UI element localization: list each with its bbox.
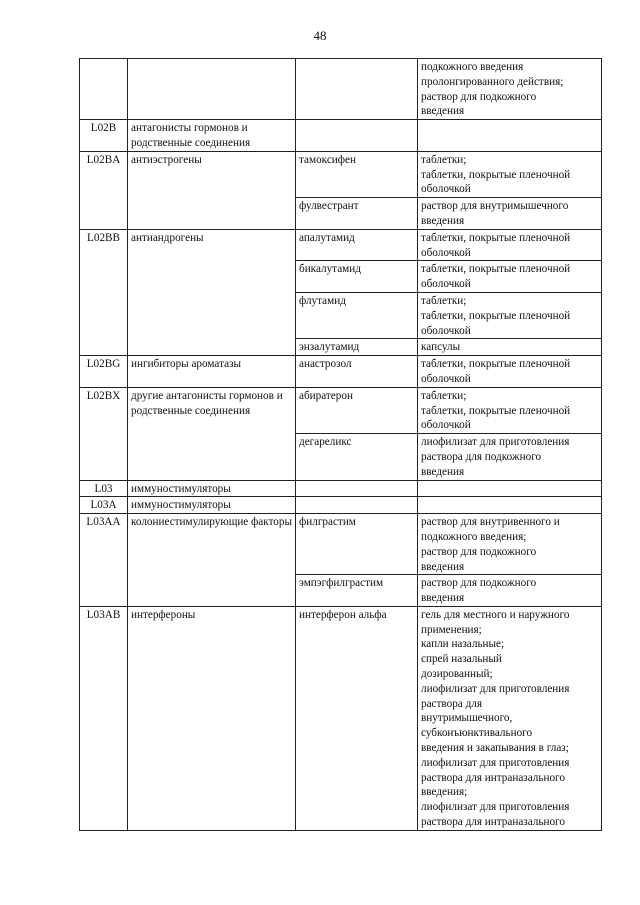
group-name-cell bbox=[128, 339, 296, 356]
dosage-forms-cell bbox=[418, 387, 602, 433]
atc-code-cell: L02BB bbox=[80, 229, 128, 261]
dosage-form-line: оболочкой bbox=[421, 372, 471, 385]
table-row bbox=[80, 575, 602, 607]
drug-name-cell: филграстим bbox=[296, 514, 418, 575]
dosage-form-line: введения; bbox=[421, 786, 468, 799]
dosage-forms-cell bbox=[418, 151, 602, 197]
dosage-forms-cell bbox=[418, 606, 602, 830]
group-name-cell bbox=[128, 292, 296, 338]
drug-table bbox=[79, 58, 602, 831]
table-row bbox=[80, 120, 602, 152]
dosage-forms-cell bbox=[418, 575, 602, 607]
atc-code-cell: L03AB bbox=[80, 606, 128, 830]
group-name-cell: иммуностимуляторы bbox=[128, 497, 296, 514]
dosage-form-line: раствор для внутримышечного bbox=[421, 200, 569, 213]
dosage-form-line: дозированный; bbox=[421, 668, 493, 681]
dosage-forms-cell bbox=[418, 497, 602, 514]
page-number: 48 bbox=[313, 28, 327, 43]
dosage-form-line: субконъюнктивального bbox=[421, 727, 533, 740]
dosage-form-line: оболочкой bbox=[421, 183, 471, 196]
dosage-form-line: таблетки, покрытые пленочной bbox=[421, 231, 571, 244]
dosage-form-line: гель для местного и наружного bbox=[421, 608, 570, 621]
drug-name-cell bbox=[296, 59, 418, 120]
dosage-form-line: введения и закапывания в глаз; bbox=[421, 742, 569, 755]
dosage-form-line: раствора для bbox=[421, 697, 482, 710]
drug-name-cell bbox=[296, 120, 418, 152]
dosage-form-line: введения bbox=[421, 214, 465, 227]
dosage-forms-cell bbox=[418, 434, 602, 480]
drug-name-cell: тамоксифен bbox=[296, 151, 418, 197]
group-name-cell: колониестимулирующие факторы bbox=[128, 514, 296, 575]
table-row bbox=[80, 356, 602, 388]
drug-name-cell bbox=[296, 480, 418, 497]
atc-code-cell: L02BA bbox=[80, 151, 128, 197]
dosage-forms-cell bbox=[418, 198, 602, 230]
dosage-form-line: оболочкой bbox=[421, 278, 471, 291]
atc-code-cell: L02B bbox=[80, 120, 128, 152]
dosage-form-line: введения bbox=[421, 592, 465, 605]
dosage-form-line: лиофилизат для приготовления bbox=[421, 436, 570, 449]
group-name-cell bbox=[128, 198, 296, 230]
drug-name-cell: флутамид bbox=[296, 292, 418, 338]
group-name-cell bbox=[128, 261, 296, 293]
dosage-form-line: таблетки; bbox=[421, 389, 467, 402]
dosage-form-line: оболочкой bbox=[421, 324, 471, 337]
atc-code-cell bbox=[80, 575, 128, 607]
atc-code-cell: L03A bbox=[80, 497, 128, 514]
atc-code-cell bbox=[80, 198, 128, 230]
group-name-cell: иммуностимуляторы bbox=[128, 480, 296, 497]
atc-code-cell: L02BG bbox=[80, 356, 128, 388]
dosage-form-line: раствор для подкожного bbox=[421, 545, 537, 558]
atc-code-cell: L03 bbox=[80, 480, 128, 497]
atc-code-cell: L02BX bbox=[80, 387, 128, 433]
group-name-cell: интерфероны bbox=[128, 606, 296, 830]
dosage-form-line: внутримышечного, bbox=[421, 712, 513, 725]
dosage-form-line: раствор для внутривенного и bbox=[421, 516, 560, 529]
drug-name-cell: абиратерон bbox=[296, 387, 418, 433]
table-row bbox=[80, 387, 602, 433]
dosage-form-line: применения; bbox=[421, 623, 482, 636]
dosage-form-line: оболочкой bbox=[421, 246, 471, 259]
group-name-cell: антиэстрогены bbox=[128, 151, 296, 197]
dosage-form-line: таблетки, покрытые пленочной bbox=[421, 309, 571, 322]
dosage-forms-cell bbox=[418, 480, 602, 497]
group-name-cell bbox=[128, 59, 296, 120]
dosage-forms-cell bbox=[418, 261, 602, 293]
dosage-form-line: введения bbox=[421, 560, 465, 573]
dosage-form-line: лиофилизат для приготовления bbox=[421, 801, 570, 814]
table-row bbox=[80, 198, 602, 230]
dosage-form-line: лиофилизат для приготовления bbox=[421, 756, 570, 769]
dosage-forms-cell bbox=[418, 514, 602, 575]
dosage-form-line: спрей назальный bbox=[421, 653, 502, 666]
drug-name-cell: энзалутамид bbox=[296, 339, 418, 356]
drug-name-cell: дегареликс bbox=[296, 434, 418, 480]
drug-name-cell bbox=[296, 497, 418, 514]
table-row bbox=[80, 434, 602, 480]
dosage-forms-cell bbox=[418, 229, 602, 261]
dosage-form-line: капсулы bbox=[421, 341, 461, 354]
atc-code-cell bbox=[80, 261, 128, 293]
dosage-forms-cell bbox=[418, 356, 602, 388]
dosage-form-line: раствора для интраназального bbox=[421, 771, 565, 784]
dosage-forms-cell bbox=[418, 339, 602, 356]
group-name-cell: антагонисты гормонов и родственные соединения bbox=[128, 120, 296, 152]
table-row bbox=[80, 606, 602, 830]
dosage-form-line: введения bbox=[421, 105, 465, 118]
group-name-cell bbox=[128, 575, 296, 607]
dosage-form-line: оболочкой bbox=[421, 419, 471, 432]
dosage-form-line: раствор для подкожного bbox=[421, 90, 537, 103]
drug-name-cell: бикалутамид bbox=[296, 261, 418, 293]
dosage-form-line: раствора для подкожного bbox=[421, 450, 542, 463]
table-row bbox=[80, 292, 602, 338]
table-row bbox=[80, 497, 602, 514]
dosage-form-line: таблетки, покрытые пленочной bbox=[421, 263, 571, 276]
group-name-cell: антиандрогены bbox=[128, 229, 296, 261]
atc-code-cell bbox=[80, 59, 128, 120]
table-row bbox=[80, 514, 602, 575]
dosage-form-line: таблетки, покрытые пленочной bbox=[421, 404, 571, 417]
dosage-forms-cell bbox=[418, 59, 602, 120]
dosage-form-line: подкожного введения bbox=[421, 61, 524, 73]
drug-name-cell: апалутамид bbox=[296, 229, 418, 261]
drug-name-cell: интерферон альфа bbox=[296, 606, 418, 830]
group-name-cell: другие антагонисты гормонов и родственные соединения bbox=[128, 387, 296, 433]
table-row bbox=[80, 261, 602, 293]
dosage-form-line: раствора для интраназального bbox=[421, 816, 565, 829]
dosage-form-line: таблетки; bbox=[421, 294, 467, 307]
drug-name-cell: фулвестрант bbox=[296, 198, 418, 230]
dosage-form-line: таблетки, покрытые пленочной bbox=[421, 168, 571, 181]
atc-code-cell bbox=[80, 292, 128, 338]
dosage-form-line: пролонгированного действия; bbox=[421, 75, 564, 88]
table-row bbox=[80, 229, 602, 261]
group-name-cell: ингибиторы ароматазы bbox=[128, 356, 296, 388]
dosage-form-line: подкожного введения; bbox=[421, 530, 527, 543]
table-row bbox=[80, 151, 602, 197]
table-row bbox=[80, 480, 602, 497]
drug-name-cell: анастрозол bbox=[296, 356, 418, 388]
dosage-form-line: таблетки; bbox=[421, 153, 467, 166]
dosage-form-line: введения bbox=[421, 465, 465, 478]
group-name-cell bbox=[128, 434, 296, 480]
dosage-forms-cell bbox=[418, 120, 602, 152]
dosage-forms-cell bbox=[418, 292, 602, 338]
dosage-form-line: лиофилизат для приготовления bbox=[421, 682, 570, 695]
dosage-form-line: таблетки, покрытые пленочной bbox=[421, 358, 571, 371]
table-row bbox=[80, 59, 602, 120]
table-row bbox=[80, 339, 602, 356]
dosage-form-line: раствор для подкожного bbox=[421, 577, 537, 590]
atc-code-cell bbox=[80, 434, 128, 480]
drug-name-cell: эмпэгфилграстим bbox=[296, 575, 418, 607]
dosage-form-line: капли назальные; bbox=[421, 638, 505, 651]
atc-code-cell: L03AA bbox=[80, 514, 128, 575]
atc-code-cell bbox=[80, 339, 128, 356]
